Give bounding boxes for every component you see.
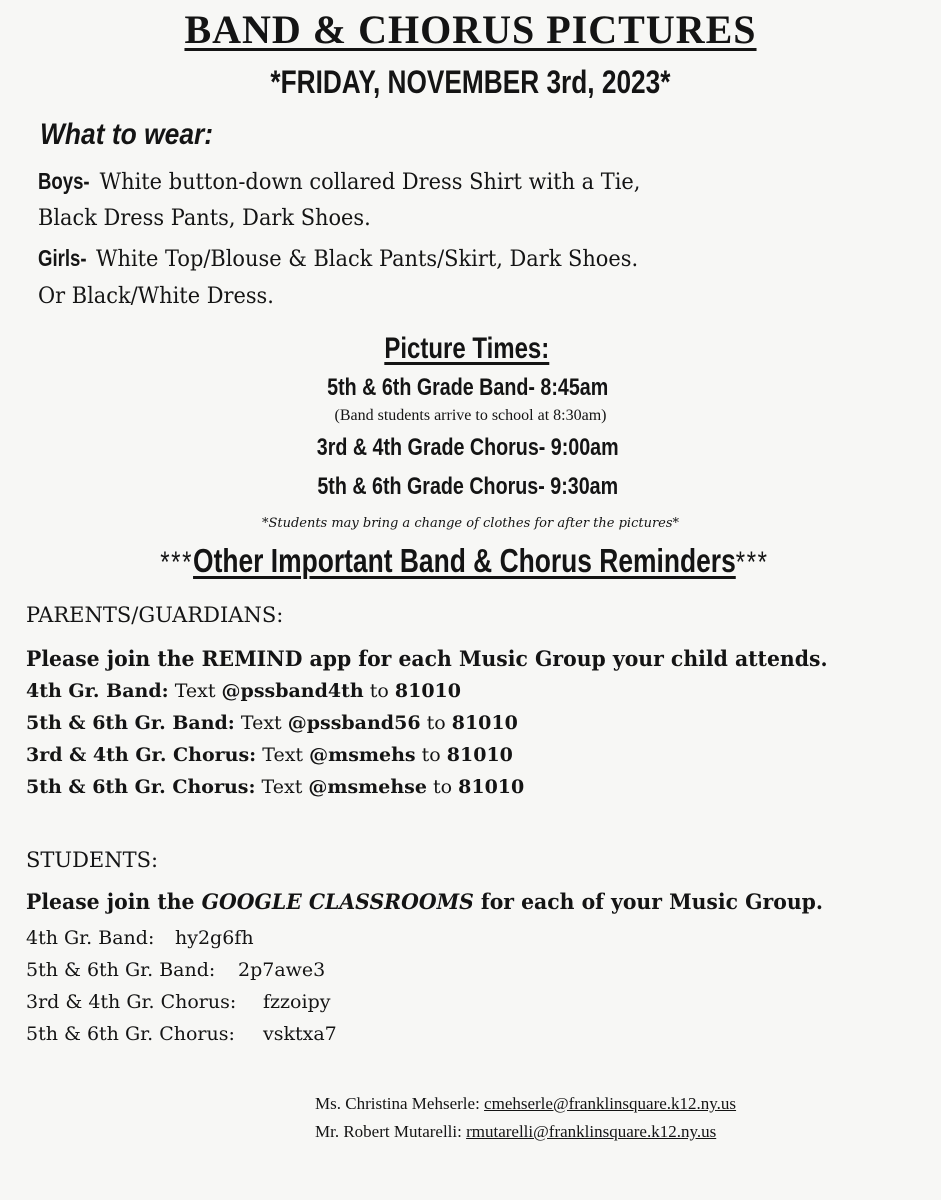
girls-attire-text: White Top/Blouse & Black Pants/Skirt, Dark Shoes. xyxy=(89,247,639,272)
girls-attire-line-2: Or Black/White Dress. xyxy=(38,284,274,309)
band-arrival-note: (Band students arrive to school at 8:30am) xyxy=(334,407,607,424)
boys-attire-text: White button-down collared Dress Shirt with a Tie, xyxy=(93,170,641,195)
remind-instructions: Please join the REMIND app for each Music Group your child attends. xyxy=(26,646,828,671)
classroom-code: vsktxa7 xyxy=(263,1023,337,1045)
girls-attire-line xyxy=(38,245,638,272)
girls-label: Girls- xyxy=(38,245,87,271)
remind-code-row: 5th & 6th Gr. Band: Text @pssband56 to 81010 xyxy=(26,712,518,734)
classroom-instructions: Please join the GOOGLE CLASSROOMS for each of your Music Group. xyxy=(26,889,823,914)
what-to-wear-heading: What to wear: xyxy=(40,118,214,151)
classroom-code: 2p7awe3 xyxy=(238,959,326,981)
reminders-heading: ***Other Important Band & Chorus Reminders*** xyxy=(160,542,769,579)
contact-mutarelli: Mr. Robert Mutarelli: rmutarelli@franklinsquare.k12.ny.us xyxy=(315,1122,717,1141)
email-link[interactable]: rmutarelli@franklinsquare.k12.ny.us xyxy=(466,1122,717,1141)
chorus-34-time: 3rd & 4th Grade Chorus- 9:00am xyxy=(316,434,619,461)
classroom-code-row: 3rd & 4th Gr. Chorus: xyxy=(26,991,237,1013)
boys-label: Boys- xyxy=(38,168,90,194)
remind-code-row: 5th & 6th Gr. Chorus: Text @msmehse to 81010 xyxy=(26,776,525,798)
change-clothes-note: *Students may bring a change of clothes for after the pictures* xyxy=(261,516,680,531)
boys-attire-line-2: Black Dress Pants, Dark Shoes. xyxy=(38,206,371,231)
chorus-56-time: 5th & 6th Grade Chorus- 9:30am xyxy=(317,473,619,500)
flyer-title: BAND & CHORUS PICTURES xyxy=(184,7,757,52)
classroom-code-row: 4th Gr. Band: xyxy=(26,927,155,949)
boys-attire-line xyxy=(38,168,640,195)
parents-heading: PARENTS/GUARDIANS: xyxy=(26,603,284,627)
event-date: *FRIDAY, NOVEMBER 3rd, 2023* xyxy=(270,64,671,100)
remind-code-row: 3rd & 4th Gr. Chorus: Text @msmehs to 81010 xyxy=(26,744,513,766)
classroom-code-row: 5th & 6th Gr. Band: xyxy=(26,959,216,981)
students-heading: STUDENTS: xyxy=(26,848,159,872)
email-link[interactable]: cmehserle@franklinsquare.k12.ny.us xyxy=(484,1094,737,1113)
picture-times-heading: Picture Times: xyxy=(384,332,550,365)
band-56-time: 5th & 6th Grade Band- 8:45am xyxy=(327,374,609,401)
contact-mehserle: Ms. Christina Mehserle: cmehserle@franklinsquare.k12.ny.us xyxy=(315,1094,737,1113)
remind-code-row: 4th Gr. Band: Text @pssband4th to 81010 xyxy=(26,680,461,702)
classroom-code: hy2g6fh xyxy=(175,927,254,949)
classroom-code-row: 5th & 6th Gr. Chorus: xyxy=(26,1023,235,1045)
classroom-code: fzzoipy xyxy=(263,991,331,1013)
